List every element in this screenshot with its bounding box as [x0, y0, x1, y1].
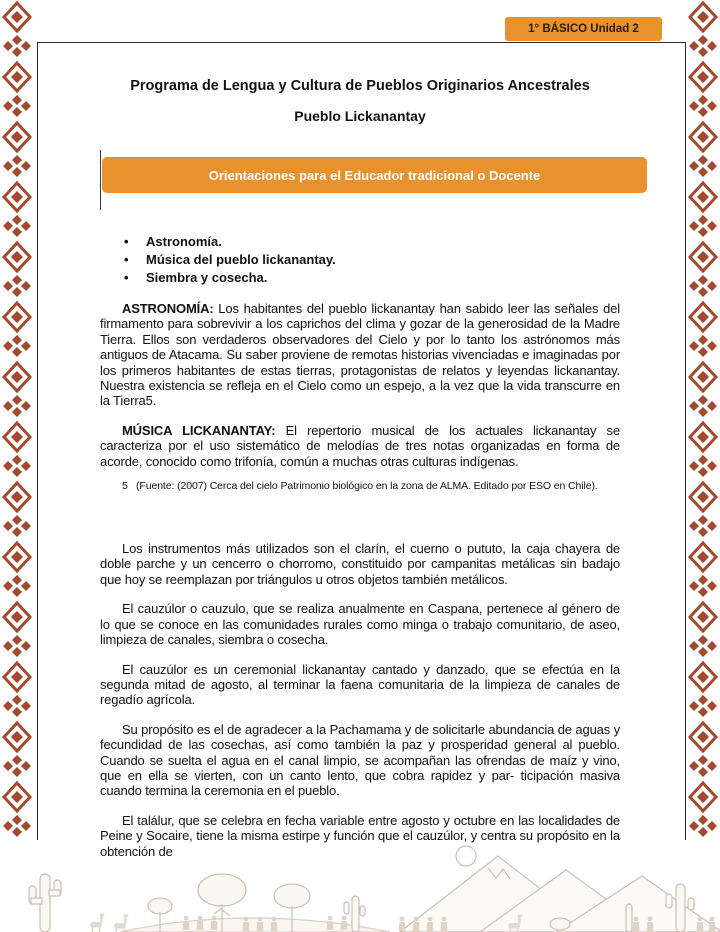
paragraph-astronomia	[100, 301, 620, 409]
paragraph-talalur: El találur, que se celebra en fecha variable entre agosto y octubre en las localidades de Peine y Socaire, tiene la misma estirpe y función que el cauzúlor, y centra su propósito en la obtención de	[100, 812, 620, 859]
document-title: Programa de Lengua y Cultura de Pueblos Originarios Ancestrales	[130, 78, 590, 94]
topic-label: Música del pueblo lickanantay.	[146, 252, 336, 267]
bullet-icon: •	[124, 252, 129, 267]
footnote-number: 5	[122, 480, 128, 493]
paragraph-instrumentos: Los instrumentos más utilizados son el clarín, el cuerno o pututo, la caja chayera de doble parche y un cencerro o chorromo, constituido por campanitas metálicas sin badajo que hoy se reemplazan por triángulos u otros objetos también metálicos.	[100, 541, 620, 587]
paragraph-lead: ASTRONOMÍA:	[122, 301, 214, 316]
right-ornament-border-icon	[688, 0, 718, 844]
page-content	[100, 78, 620, 859]
topics-list	[124, 233, 620, 287]
unit-badge: 1° BÁSICO Unidad 2	[505, 17, 662, 41]
list-item	[124, 269, 620, 287]
list-item	[124, 233, 620, 251]
left-ornament-border-icon	[2, 0, 32, 844]
paragraph-text: El repertorio musical de los actuales lickanantay se caracteriza por el uso sistemático de melodías de tres notas organizadas en forma de acorde, conocido como trifonía, común a muchas otras culturas indígenas.	[100, 422, 620, 469]
bullet-icon: •	[124, 234, 129, 249]
paragraph-text: Los habitantes del pueblo lickanantay han sabido leer las señales del firmamento para sobrevivir a los caprichos del clima y gozar de la generosidad de la Madre Tierra. Ellos son verdaderos observadores del Cielo y por lo tanto los astrónomos más antiguos de Atacama. Su saber proviene de remotas historias vivenciadas e imaginadas por los primeros habitantes de estas tierras, protagonistas de relatos y leyendas lickanantay. Nuestra existencia se refleja en el Cielo como un espejo, a la vez que la vida transcurre en la Tierra5.	[100, 301, 620, 409]
paragraph-cauzulor: El cauzúlor o cauzulo, que se realiza anualmente en Caspana, pertenece al género de lo que se conoce en las comunidades rurales como minga o trabajo comunitario, de aseo, limpieza de canales, siembra o cosecha.	[100, 601, 620, 648]
list-item	[124, 251, 620, 269]
orientation-banner: Orientaciones para el Educador tradicional o Docente	[102, 157, 647, 193]
footnote	[122, 480, 620, 493]
paragraph-proposito: Su propósito es el de agradecer a la Pachamama y de solicitarle abundancia de aguas y fecundidad de las cosechas, así como también la paz y prosperidad general al pueblo. Cuando se suelta el agua en el canal limpio, se acompañan las ofrendas de maíz y vino, que en ella se vierten, con un canto lento, que cobra rapidez y par- ticipación masiva cuando termina la ceremonia en el pueblo.	[100, 721, 620, 799]
topic-label: Astronomía.	[146, 234, 222, 249]
paragraph-musica	[100, 423, 620, 469]
bullet-icon: •	[124, 270, 129, 285]
paragraph-ceremonial: El cauzúlor es un ceremonial lickanantay cantado y danzado, que se efectúa en la segunda mitad de agosto, al terminar la faena comunitaria de la limpieza de canales de regadío agrícola.	[100, 661, 620, 708]
document-subtitle: Pueblo Lickanantay	[294, 108, 426, 124]
paragraph-lead: MÚSICA LICKANANTAY:	[122, 422, 276, 438]
footnote-text: (Fuente: (2007) Cerca del cielo Patrimonio biológico en la zona de ALMA. Editado por ESO en Chile).	[136, 480, 598, 493]
topic-label: Siembra y cosecha.	[146, 270, 268, 285]
